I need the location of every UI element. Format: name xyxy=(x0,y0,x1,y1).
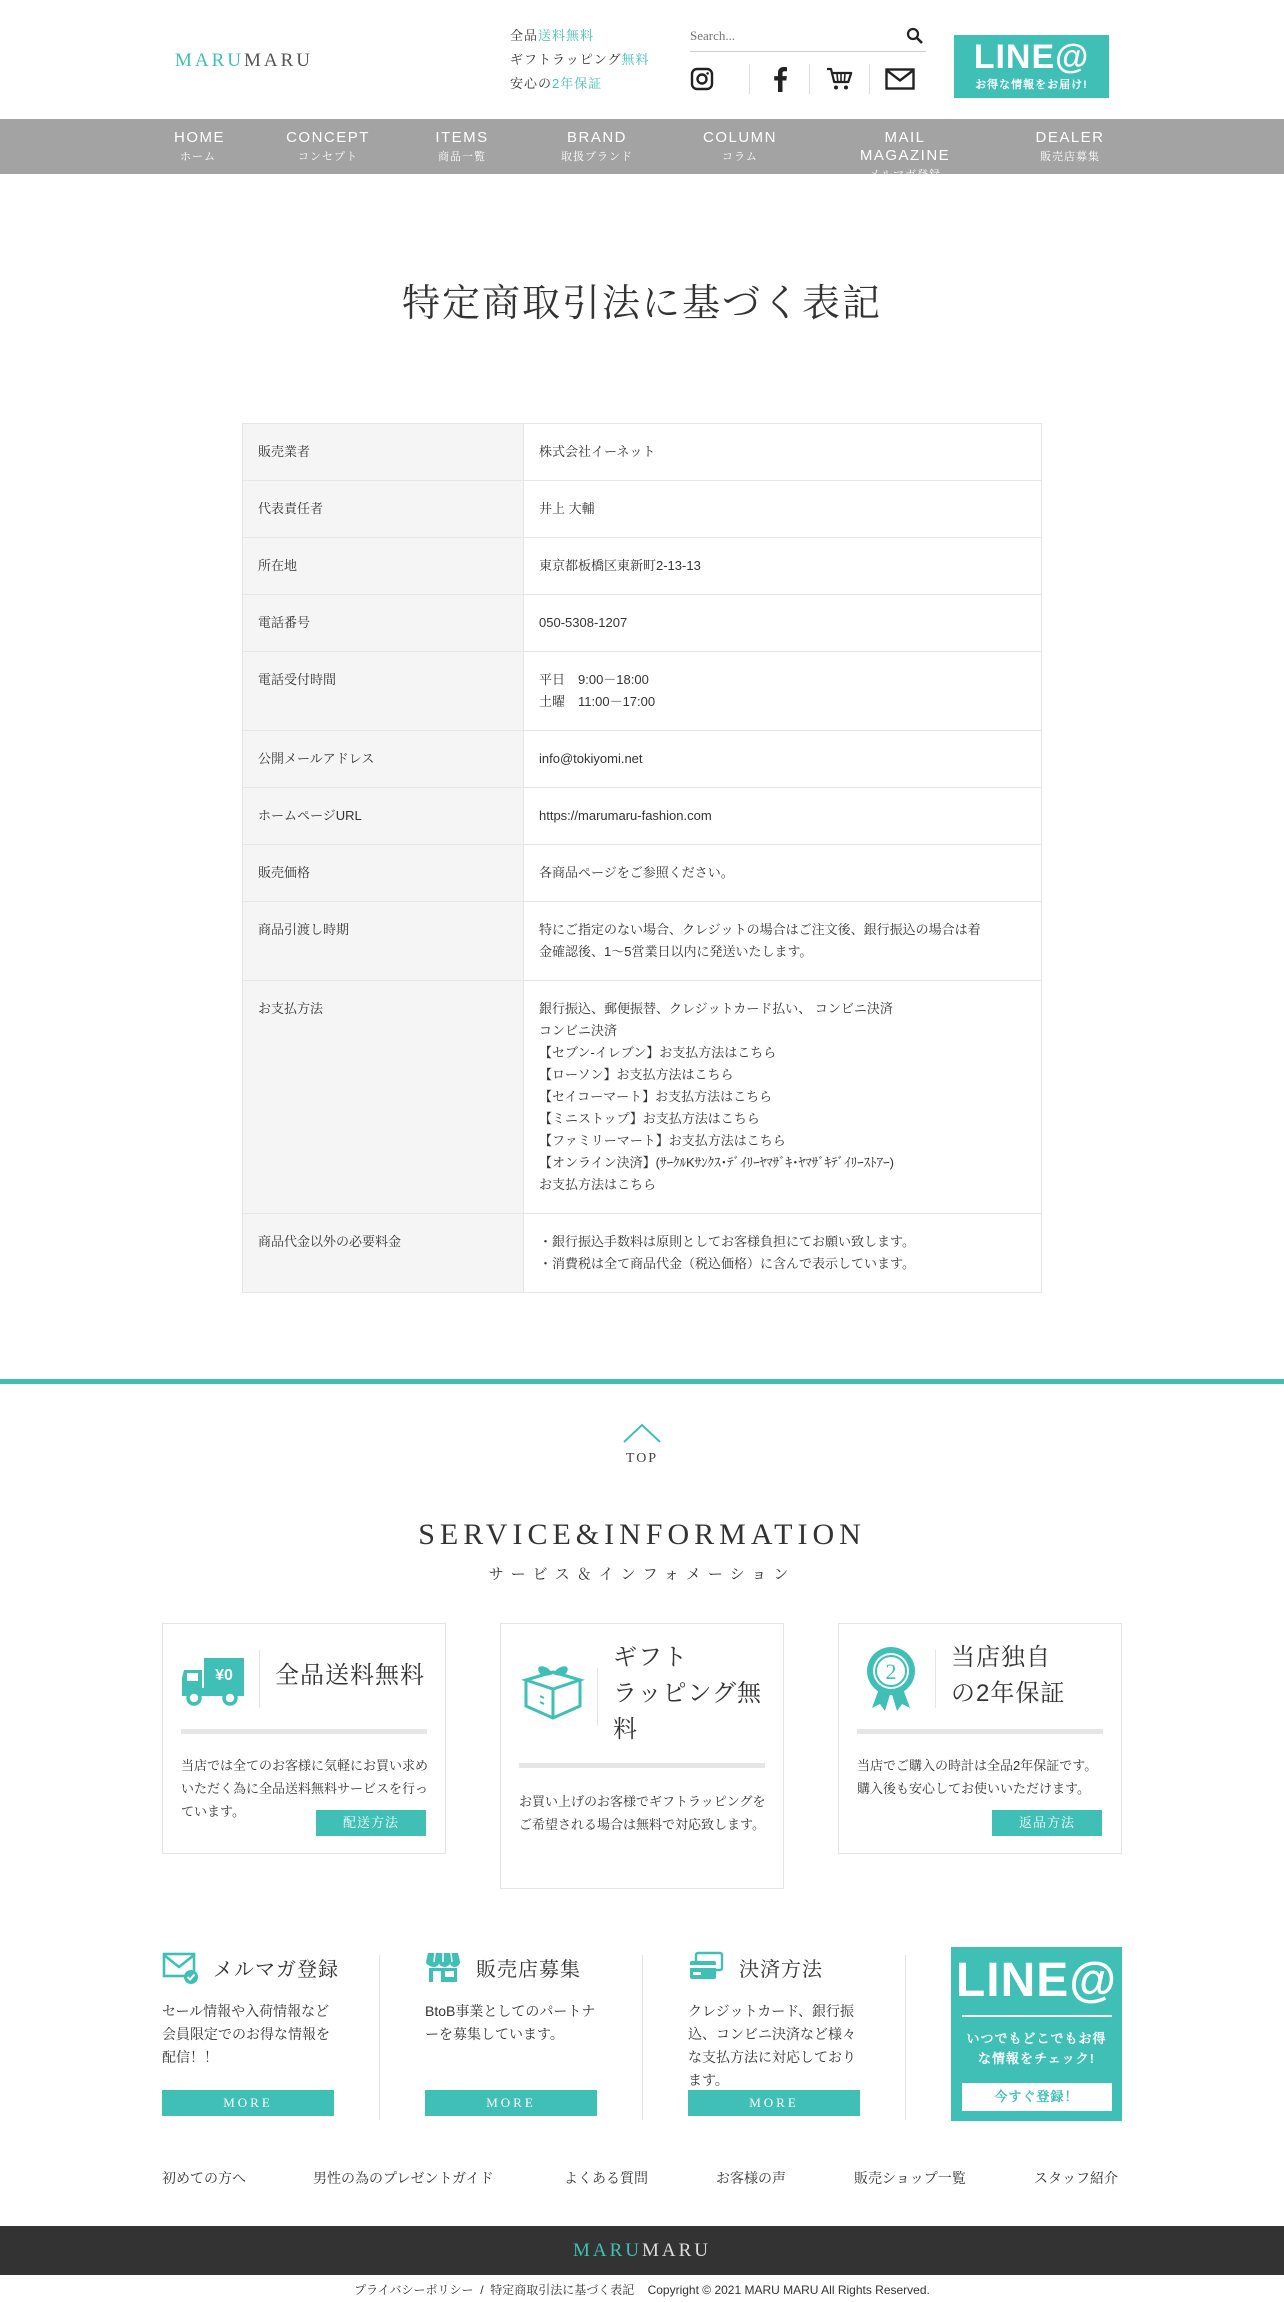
site-logo[interactable]: MARUMARU xyxy=(175,50,314,71)
table-value-cell xyxy=(524,981,1042,1214)
table-value-line: 【ミニストップ】お支払方法はこちら xyxy=(539,1111,760,1126)
table-value-line: 特にご指定のない場合、クレジットの場合はご注文後、銀行振込の場合は着 xyxy=(539,922,981,937)
service-section-subtitle: サービス＆インフォメーション xyxy=(488,1566,796,1583)
mail-icon xyxy=(885,68,915,90)
table-key-cell: 商品代金以外の必要料金 xyxy=(243,1214,524,1293)
table-row xyxy=(243,538,1042,595)
payment-more-button[interactable]: MORE xyxy=(688,2090,860,2116)
info-mail-magazine: メルマガ登録 セール情報や入荷情報など会員限定でのお得な情報を配信！！ MORE xyxy=(162,1950,362,2069)
service-card-title: 全品送料無料 xyxy=(275,1662,425,1689)
credit-card-icon xyxy=(688,1950,724,1984)
table-value-cell xyxy=(524,731,1042,788)
table-row xyxy=(243,845,1042,902)
table-key-cell: お支払方法 xyxy=(243,981,524,1214)
table-row xyxy=(243,595,1042,652)
storefront-icon xyxy=(425,1950,461,1984)
table-row xyxy=(243,981,1042,1214)
table-row xyxy=(243,424,1042,481)
commerce-law-link[interactable]: 特定商取引法に基づく表記 xyxy=(490,2283,635,2297)
table-row xyxy=(243,731,1042,788)
table-value-cell xyxy=(524,845,1042,902)
promo-free-shipping: 全品送料無料 xyxy=(510,28,595,43)
instagram-link[interactable] xyxy=(690,64,750,94)
nav-item-mail-magazine[interactable]: MAIL MAGAZINE メルマガ登録 xyxy=(859,129,951,181)
commerce-law-table xyxy=(242,423,1042,1293)
service-card-text: お買い上げのお客様でギフトラッピングをご希望される場合は無料で対応致します。 xyxy=(519,1794,766,1832)
table-value-cell xyxy=(524,481,1042,538)
instagram-icon xyxy=(690,67,714,91)
table-value-cell xyxy=(524,538,1042,595)
footer-link-shop-list[interactable]: 販売ショップ一覧 xyxy=(854,2170,966,2186)
service-card-text: 当店では全てのお客様に気軽にお買い求めいただく為に全品送料無料サービスを行っています。 xyxy=(181,1758,429,1819)
nav-item-items[interactable]: ITEMS 商品一覧 xyxy=(435,129,489,163)
table-value-line: 平日 9:00－18:00 xyxy=(539,672,649,687)
table-key-cell: 電話受付時間 xyxy=(243,652,524,731)
table-value-line: 金確認後、1～5営業日以内に発送いたします。 xyxy=(539,944,813,959)
table-value-cell xyxy=(524,595,1042,652)
footer-bar xyxy=(0,2226,1284,2275)
info-payment: 決済方法 クレジットカード、銀行振込、コンビニ決済など様々な支払方法に対応しております。 MORE xyxy=(688,1950,888,2092)
facebook-icon xyxy=(772,66,788,92)
footer-link-staff[interactable]: スタッフ紹介 xyxy=(1034,2170,1118,2186)
table-row xyxy=(243,481,1042,538)
search-input[interactable] xyxy=(690,22,890,50)
table-key-cell: 商品引渡し時期 xyxy=(243,902,524,981)
line-banner-header[interactable]: LINE@ お得な情報をお届け! xyxy=(954,35,1109,98)
cart-icon xyxy=(826,67,854,91)
promo-free-wrapping: ギフトラッピング無料 xyxy=(510,52,650,67)
table-value-line: ・銀行振込手数料は原則としてお客様負担にてお願い致します。 xyxy=(539,1234,915,1249)
table-value-line: 050-5308-1207 xyxy=(539,615,628,630)
footer-link-faq[interactable]: よくある質問 xyxy=(564,2170,648,2186)
table-value-line: 井上 大輔 xyxy=(539,501,595,516)
social-icons xyxy=(690,64,930,94)
footer-links xyxy=(162,2168,1122,2188)
footer-link-reviews[interactable]: お客様の声 xyxy=(716,2170,786,2186)
service-card-free-shipping xyxy=(162,1623,446,1854)
copyright-line: プライバシーポリシー / 特定商取引法に基づく表記 Copyright © 2021 MARU MARU All Rights Reserved. xyxy=(354,2283,930,2297)
svg-text:¥0: ¥0 xyxy=(215,1667,233,1684)
line-banner-footer[interactable]: LINE@ いつでもどこでもお得 な情報をチェック! 今すぐ登録！ xyxy=(951,1947,1122,2121)
chevron-up-icon xyxy=(622,1422,662,1444)
award-ribbon-icon xyxy=(856,1644,926,1714)
mail-check-icon xyxy=(162,1950,198,1984)
svg-text:2: 2 xyxy=(885,1659,897,1684)
table-row xyxy=(243,1214,1042,1293)
promo-warranty: 安心の2年保証 xyxy=(510,76,603,91)
footer-link-gift-guide[interactable]: 男性の為のプレゼントガイド xyxy=(313,2170,494,2186)
privacy-policy-link[interactable]: プライバシーポリシー xyxy=(354,2283,474,2297)
table-value-line: 各商品ページをご参照ください。 xyxy=(539,865,734,880)
table-value-line: 銀行振込、郵便振替、クレジットカード払い、 コンビニ決済 xyxy=(539,1001,893,1016)
service-card-title: 当店独自 の2年保証 xyxy=(951,1644,1066,1707)
table-row xyxy=(243,652,1042,731)
table-value-line: 【ファミリーマート】お支払方法はこちら xyxy=(539,1133,786,1148)
table-key-cell: ホームページURL xyxy=(243,788,524,845)
line-register-button[interactable]: 今すぐ登録！ xyxy=(962,2083,1112,2111)
table-value-line: コンビニ決済 xyxy=(539,1023,618,1038)
nav-item-column[interactable]: COLUMN コラム xyxy=(702,129,777,163)
service-section-title: SERVICE&INFORMATION xyxy=(418,1518,866,1551)
table-key-cell: 販売業者 xyxy=(243,424,524,481)
site-header xyxy=(0,0,1284,119)
search-icon[interactable] xyxy=(906,27,924,45)
table-value-cell xyxy=(524,424,1042,481)
table-key-cell: 電話番号 xyxy=(243,595,524,652)
service-card-gift-wrapping xyxy=(500,1623,784,1889)
back-to-top-button[interactable]: TOP xyxy=(612,1422,672,1467)
search-box xyxy=(690,22,926,52)
dealer-more-button[interactable]: MORE xyxy=(425,2090,597,2116)
copyright-text: Copyright © 2021 MARU MARU All Rights Reserved. xyxy=(647,2283,930,2297)
footer-link-beginners[interactable]: 初めての方へ xyxy=(162,2170,246,2186)
info-dealer: 販売店募集 BtoB事業としてのパートナーを募集しています。 MORE xyxy=(425,1950,625,2046)
table-value-line: 土曜 11:00－17:00 xyxy=(539,694,656,709)
table-key-cell: 販売価格 xyxy=(243,845,524,902)
service-card-text: 当店でご購入の時計は全品2年保証です。購入後も安心してお使いいただけます。 xyxy=(857,1758,1098,1796)
delivery-truck-icon xyxy=(180,1644,250,1714)
mail-link[interactable] xyxy=(870,64,930,94)
nav-item-dealer[interactable]: DEALER 販売店募集 xyxy=(1035,129,1105,163)
table-value-line: info@tokiyomi.net xyxy=(539,751,643,766)
table-value-line: 東京都板橋区東新町2-13-13 xyxy=(539,558,701,573)
table-value-line: https://marumaru-fashion.com xyxy=(539,808,712,823)
promo-list xyxy=(510,24,650,96)
table-value-line: 【ローソン】お支払方法はこちら xyxy=(539,1067,734,1082)
table-key-cell: 所在地 xyxy=(243,538,524,595)
nav-item-home[interactable]: HOME ホーム xyxy=(174,129,225,163)
footer-divider xyxy=(0,1379,1284,1384)
table-value-cell xyxy=(524,902,1042,981)
table-key-cell: 代表責任者 xyxy=(243,481,524,538)
table-value-line: 【セブン-イレブン】お支払方法はこちら xyxy=(539,1045,777,1060)
table-value-line: 株式会社イーネット xyxy=(539,444,656,459)
table-row xyxy=(243,788,1042,845)
facebook-link[interactable] xyxy=(750,64,810,94)
gift-box-icon xyxy=(518,1656,588,1726)
table-value-line: ・消費税は全て商品代金（税込価格）に含んで表示しています。 xyxy=(539,1256,915,1271)
table-value-line: 【オンライン決済】(ｻｰｸﾙKｻﾝｸｽ･ﾃﾞｲﾘｰﾔﾏｻﾞｷ･ﾔﾏｻﾞｷﾃﾞｲﾘｰｽﾄｱｰ) xyxy=(539,1155,894,1170)
service-card-title: ギフト ラッピング無 料 xyxy=(613,1644,763,1743)
table-value-cell xyxy=(524,652,1042,731)
global-nav xyxy=(0,119,1284,181)
table-key-cell: 公開メールアドレス xyxy=(243,731,524,788)
footer-logo[interactable]: MARUMARU xyxy=(572,2240,712,2261)
table-value-cell xyxy=(524,788,1042,845)
table-row xyxy=(243,902,1042,981)
cart-link[interactable] xyxy=(810,64,870,94)
nav-item-brand[interactable]: BRAND 取扱ブランド xyxy=(561,129,633,163)
table-value-cell xyxy=(524,1214,1042,1293)
table-value-line: 【セイコーマート】お支払方法はこちら xyxy=(539,1089,773,1104)
service-card-warranty xyxy=(838,1623,1122,1854)
mail-magazine-more-button[interactable]: MORE xyxy=(162,2090,334,2116)
table-value-line: お支払方法はこちら xyxy=(539,1177,657,1192)
page-title: 特定商取引法に基づく表記 xyxy=(401,283,882,325)
nav-item-concept[interactable]: CONCEPT コンセプト xyxy=(286,129,370,163)
shipping-method-button[interactable]: 配送方法 xyxy=(316,1810,426,1836)
return-method-button[interactable]: 返品方法 xyxy=(992,1810,1102,1836)
